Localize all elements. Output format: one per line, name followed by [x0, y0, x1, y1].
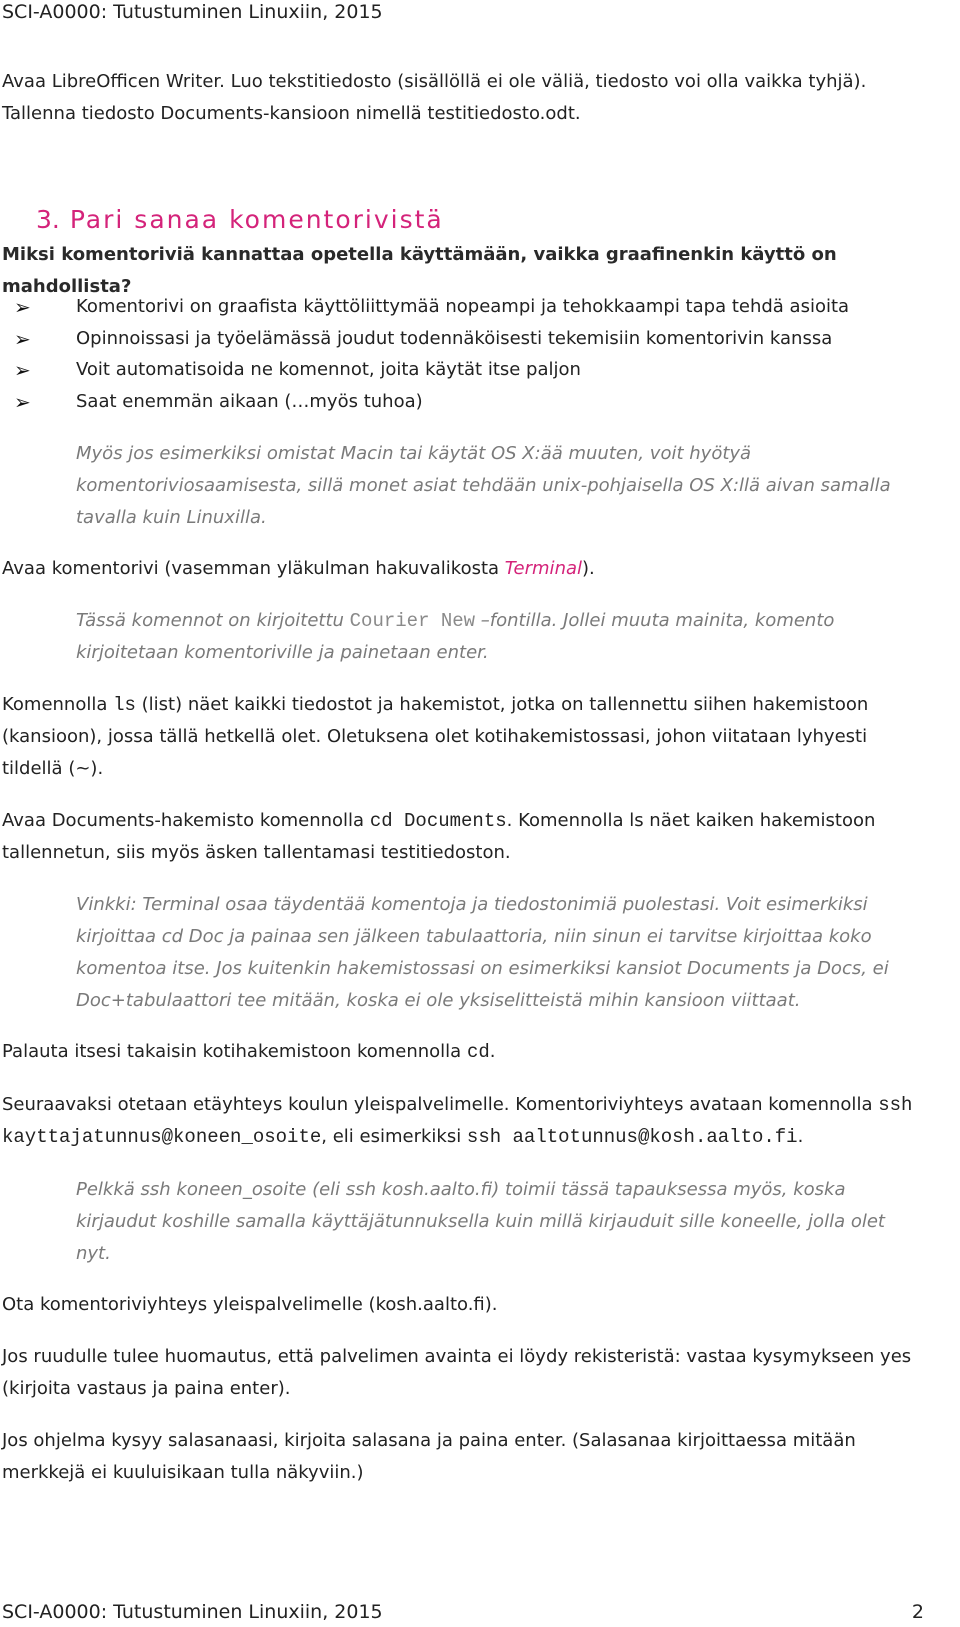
command-cd: cd — [466, 1041, 490, 1063]
command-ls: ls — [113, 694, 136, 716]
text-run: Palauta itsesi takaisin kotihakemistoon komennolla — [2, 1041, 467, 1062]
command-cd-documents: cd Documents — [369, 810, 507, 832]
section-question: Miksi komentoriviä kannattaa opetella käyttämään, vaikka graafinenkin käyttö on mahdollista? — [2, 244, 837, 297]
note-line: Myös jos esimerkiksi omistat Macin tai käytät OS X:ää muuten, voit hyötyä — [76, 443, 752, 464]
arrow-bullet-icon: ➢ — [14, 358, 31, 382]
list-item — [0, 354, 940, 386]
paragraph-line: (kansioon), jossa tällä hetkellä olet. Oletuksena olet kotihakemistossasi, johon viitataan lyhyesti — [2, 726, 868, 747]
note-line — [76, 605, 930, 637]
note-mac — [76, 438, 930, 534]
text-run: . — [797, 1126, 804, 1147]
paragraph-line: (kirjoita vastaus ja paina enter). — [2, 1378, 291, 1399]
note-font — [76, 605, 930, 669]
text-run: Avaa Documents-hakemisto komennolla — [2, 810, 370, 831]
text-run: . Komennolla ls näet kaiken hakemistoon — [506, 810, 876, 831]
section-heading — [36, 203, 444, 237]
command-ssh-target: kayttajatunnus@koneen_osoite — [2, 1126, 322, 1148]
paragraph-line: tallennetun, siis myös äsken tallentamasi testitiedoston. — [2, 842, 511, 863]
tip-line: Doc+tabulaattori tee mitään, koska ei ole yksiselitteistä mihin kansioon viittaat. — [76, 990, 801, 1011]
command-ssh: ssh — [878, 1094, 913, 1116]
paragraph-line: Jos ohjelma kysyy salasanaasi, kirjoita salasana ja paina enter. (Salasanaa kirjoittaessa mitään — [2, 1430, 856, 1451]
text-run: ). — [582, 558, 595, 579]
tip-line: komentoa itse. Jos kuitenkin hakemistossasi on esimerkiksi kansiot Documents ja Docs, ei — [76, 958, 889, 979]
list-item — [0, 291, 940, 323]
paragraph-line — [2, 805, 942, 837]
paragraph-open-terminal — [2, 553, 942, 585]
note-line: kirjaudut koshille samalla käyttäjätunnuksella kuin millä kirjauduit sille koneelle, jolla olet — [76, 1211, 885, 1232]
page-footer: SCI-A0000: Tutustuminen Linuxiin, 2015 — [2, 1601, 383, 1623]
note-line: nyt. — [76, 1243, 111, 1264]
paragraph-cd — [2, 805, 942, 869]
list-item-text: Opinnoissasi ja työelämässä joudut todennäköisesti tekemisiin komentorivin kanssa — [76, 327, 833, 349]
list-item — [0, 323, 940, 355]
page-number: 2 — [911, 1601, 924, 1623]
note-line: Pelkkä ssh koneen_osoite (eli ssh kosh.aalto.fi) toimii tässä tapauksessa myös, koska — [76, 1179, 846, 1200]
page-header: SCI-A0000: Tutustuminen Linuxiin, 2015 — [2, 1, 383, 23]
paragraph-host-key — [2, 1341, 942, 1405]
text-run: , eli esimerkiksi — [321, 1126, 467, 1147]
paragraph-line: Tallenna tiedosto Documents-kansioon nimellä testitiedosto.odt. — [2, 103, 581, 124]
arrow-bullet-icon: ➢ — [14, 326, 31, 351]
paragraph-password — [2, 1425, 942, 1489]
tip-box — [76, 889, 930, 1017]
text-run: Tässä komennot on kirjoitettu — [76, 610, 350, 631]
tip-line: kirjoittaa cd Doc ja painaa sen jälkeen tabulaattoria, niin sinun ei tarvitse kirjoittaa koko — [76, 926, 872, 947]
text-run: –fontilla. Jollei muuta mainita, komento — [475, 610, 835, 631]
arrow-bullet-icon: ➢ — [14, 295, 31, 319]
paragraph-line — [2, 1089, 942, 1121]
bullet-list — [0, 291, 940, 417]
section-title-text: Pari sanaa komentorivistä — [69, 205, 444, 234]
text-run: . — [489, 1041, 496, 1062]
text-run: Avaa komentorivi (vasemman yläkulman hakuvalikosta — [2, 558, 505, 579]
arrow-bullet-icon: ➢ — [14, 389, 31, 414]
tip-line: Vinkki: Terminal osaa täydentää komentoja ja tiedostonimiä puolestasi. Voit esimerkiksi — [76, 894, 868, 915]
list-item-text: Saat enemmän aikaan (…myös tuhoa) — [76, 390, 423, 412]
section-number: 3. — [36, 205, 60, 234]
list-item-text: Voit automatisoida ne komennot, joita käytät itse paljon — [76, 359, 581, 380]
paragraph-line: Jos ruudulle tulee huomautus, että palvelimen avainta ei löydy rekisteristä: vastaa kysymykseen yes — [2, 1346, 912, 1367]
list-item — [0, 386, 940, 418]
command-ssh-example: ssh aaltotunnus@kosh.aalto.fi — [466, 1126, 798, 1148]
text-run: Seuraavaksi otetaan etäyhteys koulun yleispalvelimelle. Komentoriviyhteys avataan komennolla — [2, 1094, 879, 1115]
paragraph-line: tildellä (~). — [2, 758, 104, 779]
paragraph-connect: Ota komentoriviyhteys yleispalvelimelle (kosh.aalto.fi). — [2, 1294, 498, 1315]
paragraph-ssh — [2, 1089, 942, 1153]
paragraph-line — [2, 689, 942, 721]
paragraph-line: Avaa LibreOfficen Writer. Luo tekstitiedosto (sisällöllä ei ole väliä, tiedosto voi olla vaikka tyhjä). — [2, 71, 867, 92]
note-line: komentoriviosaamisesta, sillä monet asiat tehdään unix-pohjaisella OS X:llä aivan samalla — [76, 475, 891, 496]
text-run: (list) näet kaikki tiedostot ja hakemistot, jotka on tallennettu siihen hakemistoon — [135, 694, 869, 715]
terminal-term: Terminal — [504, 558, 583, 579]
paragraph-line: merkkejä ei kuuluisikaan tulla näkyviin.) — [2, 1462, 364, 1483]
text-run: Komennolla — [2, 694, 114, 715]
note-ssh — [76, 1174, 930, 1270]
note-line: tavalla kuin Linuxilla. — [76, 507, 267, 528]
paragraph-home — [2, 1036, 942, 1068]
paragraph-line — [2, 1121, 942, 1153]
note-line: kirjoitetaan komentoriville ja painetaan enter. — [76, 642, 489, 663]
list-item-text: Komentorivi on graafista käyttöliittymää nopeampi ja tehokkaampi tapa tehdä asioita — [76, 296, 850, 317]
paragraph-ls — [2, 689, 942, 785]
paragraph-writer — [2, 66, 942, 130]
font-name: Courier New — [349, 610, 476, 632]
